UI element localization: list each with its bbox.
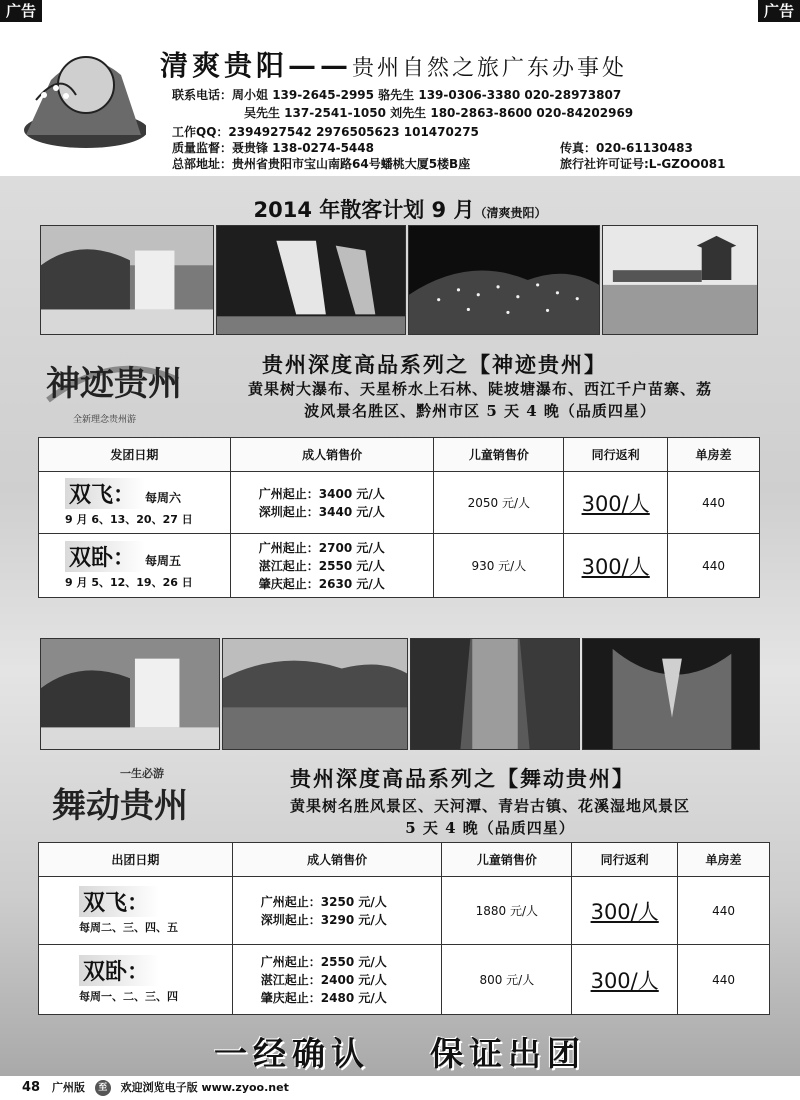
single-room-cell: 440: [678, 877, 770, 945]
adult-price-cell: 广州起止：2550 元/人 湛江起止：2400 元/人 肇庆起止：2480 元/人: [232, 945, 442, 1015]
child-price-cell: 930 元/人: [434, 534, 564, 598]
series2-title: 贵州深度高品系列之【舞动贵州】: [290, 766, 635, 791]
series2-header-row: 出团日期 成人销售价 儿童销售价 同行返利 单房差: [39, 843, 770, 877]
ad-tag-left: 广告: [0, 0, 42, 22]
footer-url[interactable]: www.zyoo.net: [201, 1081, 289, 1094]
depart-cell: 双卧： 每周一、二、三、四: [39, 945, 233, 1015]
series2-logo: [48, 755, 238, 835]
hq-address: 总部地址：贵州省贵阳市宝山南路64号蟠桃大厦5楼B座: [172, 157, 471, 171]
slogan-guarantee: 保证出团: [430, 1034, 586, 1073]
series1-title: 贵州深度高品系列之【神迹贵州】: [262, 352, 607, 377]
table-row: [39, 534, 760, 598]
fax: 传真：020-61130483: [560, 141, 693, 155]
photo-miao-village-night: [408, 225, 600, 335]
footer: [0, 1076, 800, 1100]
photo-karst-cave: [582, 638, 760, 750]
single-room-cell: 440: [668, 534, 760, 598]
table-row: [39, 945, 770, 1015]
photo-stone-forest-falls: [216, 225, 406, 335]
table-row: [39, 877, 770, 945]
plan-title: 2014 年散客计划 9 月（清爽贵阳）: [253, 198, 547, 222]
brand-subtitle: 贵州自然之旅广东办事处: [352, 56, 628, 81]
photo-gorge-path: [410, 638, 580, 750]
license-number: 旅行社许可证号:L-GZOO081: [560, 157, 726, 171]
photo-tianhe-pool: [222, 638, 408, 750]
adult-price-cell: 广州起止：2700 元/人 湛江起止：2550 元/人 肇庆起止：2630 元/人: [230, 534, 434, 598]
series2-description: 黄果树名胜风景区、天河潭、青岩古镇、花溪湿地风景区 5 天 4 晚（品质四星）: [289, 797, 690, 837]
quality-supervision: 质量监督：聂贵锋 138-0274-5448: [172, 141, 374, 155]
series2-logo-text: 舞动贵州: [52, 786, 188, 826]
brand-title: [160, 44, 627, 84]
contact-phones-1: 联系电话：周小姐 139-2645-2995 骆先生 139-0306-3380 020-28973807: [172, 88, 622, 102]
photo-pavilion-lake: [602, 225, 758, 335]
photo-waterfall: [40, 225, 214, 335]
series1-header-row: 发团日期 成人销售价 儿童销售价 同行返利 单房差: [39, 438, 760, 472]
slogan: [0, 1028, 800, 1075]
series2-logo-badge: 一生必游: [120, 767, 164, 780]
contact-qq: 工作QQ：2394927542 2976505623 101470275: [172, 125, 479, 139]
ad-tag-right: 广告: [758, 0, 800, 22]
series1-logo: [38, 340, 188, 430]
rebate-cell: 300/人: [572, 945, 678, 1015]
series2-price-table: [38, 842, 770, 1015]
adult-price-cell: 广州起止：3250 元/人 深圳起止：3290 元/人: [232, 877, 442, 945]
child-price-cell: 1880 元/人: [442, 877, 572, 945]
single-room-cell: 440: [668, 472, 760, 534]
depart-cell: 双卧： 每周五 9 月 5、12、19、26 日: [39, 534, 231, 598]
rebate-cell: 300/人: [564, 534, 668, 598]
header: [0, 26, 800, 176]
depart-cell: 双飞： 每周六 9 月 6、13、20、27 日: [39, 472, 231, 534]
brand-name: 清爽贵阳: [160, 49, 289, 82]
table-row: [39, 472, 760, 534]
brand-dash: ——: [288, 49, 353, 82]
series1-logo-text: 神迹贵州: [46, 364, 182, 404]
footer-text: 欢迎浏览电子版: [120, 1081, 198, 1094]
series1-description: 黄果树大瀑布、天星桥水上石林、陡坡塘瀑布、西江千户苗寨、荔 波风景名胜区、黔州市区 5 天 4 晚（品质四星）: [247, 380, 712, 420]
rebate-cell: 300/人: [564, 472, 668, 534]
rebate-cell: 300/人: [572, 877, 678, 945]
child-price-cell: 2050 元/人: [434, 472, 564, 534]
slogan-confirm: 一经确认: [214, 1034, 370, 1073]
depart-cell: 双飞： 每周二、三、四、五: [39, 877, 233, 945]
series1-logo-sub: 全新理念贵州游: [73, 415, 137, 425]
photo-huangguoshu-falls: [40, 638, 220, 750]
single-room-cell: 440: [678, 945, 770, 1015]
contact-phones-2: 吴先生 137-2541-1050 刘先生 180-2863-8600 020-84202969: [244, 106, 634, 120]
plan-note: （清爽贵阳）: [474, 206, 547, 220]
company-logo: [16, 40, 146, 152]
child-price-cell: 800 元/人: [442, 945, 572, 1015]
magazine-icon: 至: [95, 1080, 111, 1096]
adult-price-cell: 广州起止：3400 元/人 深圳起止：3440 元/人: [230, 472, 434, 534]
edition-label: 广州版: [51, 1081, 85, 1094]
series1-price-table: [38, 437, 760, 598]
page-number: 48: [22, 1080, 41, 1095]
